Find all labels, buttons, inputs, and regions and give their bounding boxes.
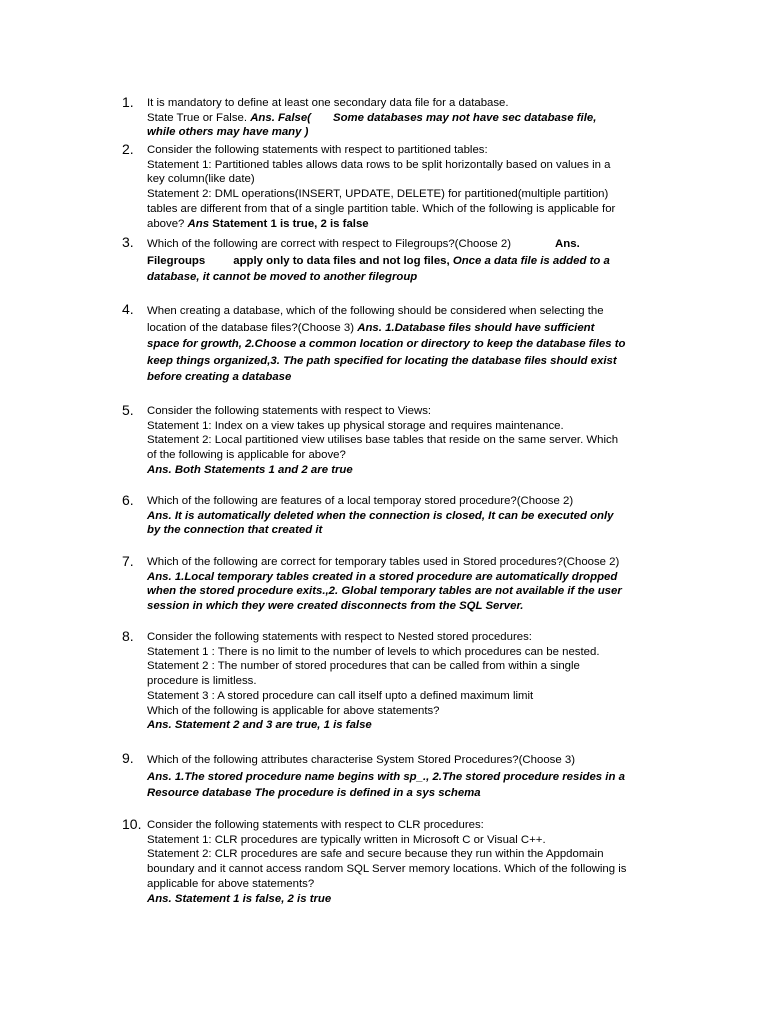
answer-text: keep things organized,3. The path specified for locating the database files should exist [147,354,617,367]
question-text: boundary and it cannot access random SQL Server memory locations. Which of the following is [147,863,627,876]
question-text: Statement 2: DML operations(INSERT, UPDATE, DELETE) for partitioned(multiple partition) [147,188,609,201]
question-text: Statement 1: Partitioned tables allows data rows to be split horizontally based on values in a [147,158,611,171]
answer-text: Ans. It is automatically deleted when the connection is closed, It can be executed only [147,509,614,522]
question-text: Statement 1 : There is no limit to the number of levels to which procedures can be nested. [147,645,600,658]
question-4 [122,303,682,386]
answer-text: Ans. 1.Database files should have sufficient [357,321,595,334]
question-number: 10. [122,816,142,832]
question-text: key column(like date) [147,173,255,186]
question-text: Consider the following statements with respect to Nested stored procedures: [147,631,532,643]
answer-text: Ans. [555,238,580,250]
answer-text: Ans. False( [250,111,311,124]
question-10 [122,818,682,906]
question-text: Statement 2 : The number of stored procedures that can be called from within a single [147,660,580,673]
question-text: Consider the following statements with respect to Views: [147,405,432,417]
question-text: location of the database files?(Choose 3) [147,321,358,334]
question-number: 9. [122,750,134,766]
question-text: Which of the following attributes characterise System Stored Procedures?(Choose 3) [147,754,575,766]
question-text: Which of the following are features of a local temporay stored procedure?(Choose 2) [147,495,574,507]
question-text: of the following is applicable for above? [147,449,346,462]
answer-text: Ans. Statement 2 and 3 are true, 1 is false [147,719,372,732]
answer-text: when the stored procedure exits.,2. Global temporary tables are not available if the user [147,585,622,598]
question-text: When creating a database, which of the following should be considered when selecting the [147,305,604,317]
answer-text: Some databases may not have sec database file, [332,111,597,124]
answer-text: Ans [187,217,210,230]
answer-text: Resource database The procedure is defined in a sys schema [147,787,481,800]
question-9 [122,752,682,802]
question-text: above? [147,217,188,230]
answer-text: while others may have many ) [147,126,309,139]
question-number: 7. [122,553,134,569]
answer-text: space for growth, 2.Choose a common location or directory to keep the database files to [147,338,626,351]
answer-text: before creating a database [147,371,292,384]
answer-text: Once a data file is added to a [449,254,610,267]
question-text: It is mandatory to define at least one secondary data file for a database. [147,97,509,109]
answer-text: Ans. 1.The stored procedure name begins with sp_., 2.The stored procedure resides in a [147,770,625,783]
question-text: procedure is limitless. [147,675,257,688]
answer-text: Ans. Both Statements 1 and 2 are true [147,463,353,476]
question-number: 4. [122,301,134,317]
question-text: Which of the following are correct for temporary tables used in Stored procedures?(Choose 2) [147,556,620,568]
question-number: 1. [122,94,134,110]
question-number: 3. [122,234,134,250]
question-number: 2. [122,141,134,157]
question-2 [122,143,682,231]
question-text: applicable for above statements? [147,877,315,890]
answer-text: Filegroups [147,254,206,267]
question-text: Statement 3 : A stored procedure can call itself upto a defined maximum limit [147,689,534,702]
question-text: Statement 2: CLR procedures are safe and secure because they run within the Appdomain [147,848,604,861]
question-number: 8. [122,628,134,644]
question-text: Statement 1: CLR procedures are typically written in Microsoft C or Visual C++. [147,833,546,846]
answer-text: session in which they were created disconnects from the SQL Server. [147,600,524,613]
question-6 [122,494,682,538]
question-1 [122,96,682,140]
question-text: Which of the following are correct with respect to Filegroups?(Choose 2) [147,238,512,250]
question-number: 6. [122,492,134,508]
question-text: Statement 2: Local partitioned view utilises base tables that reside on the same server. Which [147,434,619,447]
question-text: Statement 1: Index on a view takes up physical storage and requires maintenance. [147,419,564,432]
answer-text: Ans. Statement 1 is false, 2 is true [147,892,332,905]
answer-text: Ans. 1.Local temporary tables created in a stored procedure are automatically dropped [147,570,618,583]
question-text: Which of the following is applicable for above statements? [147,704,440,717]
question-3 [122,236,682,286]
question-text: tables are different from that of a single partition table. Which of the following is applicable for [147,202,616,215]
answer-text: Statement 1 is true, 2 is false [209,217,369,230]
question-8 [122,630,682,733]
answer-text: apply only to data files and not log files, [233,254,450,267]
answer-text: by the connection that created it [147,524,323,537]
question-number: 5. [122,402,134,418]
answer-text: database, it cannot be moved to another filegroup [147,271,418,284]
question-text: State True or False. [147,111,251,124]
question-text: Consider the following statements with respect to CLR procedures: [147,819,484,831]
question-5 [122,404,682,478]
question-7 [122,555,682,614]
question-text: Consider the following statements with respect to partitioned tables: [147,144,488,156]
